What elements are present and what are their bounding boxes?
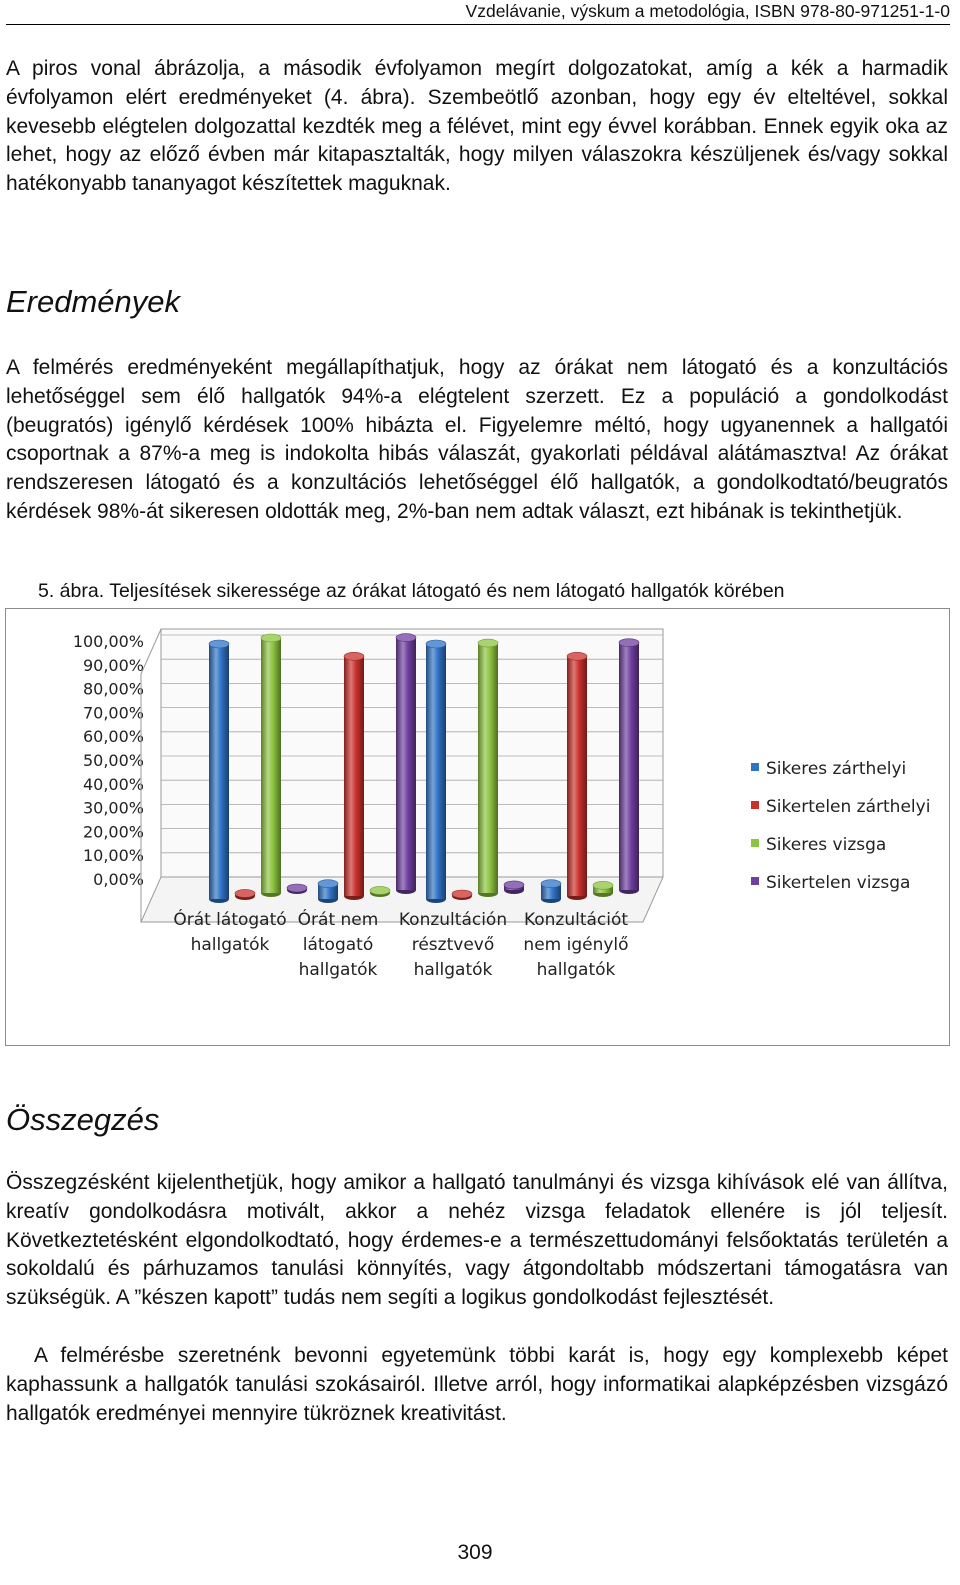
bar — [619, 643, 639, 890]
bar-top — [593, 881, 613, 889]
category-label: Órát látogató hallgatók — [173, 910, 287, 955]
bar-top — [261, 634, 281, 642]
y-tick-label: 30,00% — [82, 798, 144, 818]
bar-top — [396, 634, 416, 642]
legend-label: Sikeres vizsga — [766, 835, 887, 855]
bar-top — [619, 639, 639, 647]
chart-side-edge — [141, 629, 161, 674]
bar — [396, 638, 416, 890]
y-tick-label: 0,00% — [93, 870, 144, 889]
bar-top — [478, 639, 498, 647]
bar — [426, 644, 446, 899]
summary-paragraph-2-text: A felmérésbe szeretnénk bevonni egyetemünk többi karát is, hogy egy komplexebb képet kaphassunk a hallgatók tanulási szokásairól. Illetve arról, hogy informatikai alapképzésben vizsgázó hallgatók eredményei mennyire tükröznek kreativitást. — [6, 1344, 948, 1425]
summary-paragraph-2 — [6, 1342, 948, 1428]
y-tick-label: 100,00% — [72, 632, 144, 651]
bar — [209, 644, 229, 899]
legend-swatch — [751, 763, 759, 771]
bar-top — [287, 884, 307, 892]
legend-swatch — [751, 877, 759, 885]
summary-heading: Összegzés — [6, 1102, 160, 1137]
bar-top — [344, 652, 364, 660]
legend-label: Sikeres zárthelyi — [766, 759, 907, 779]
bar — [344, 656, 364, 896]
y-tick-label: 80,00% — [82, 679, 144, 699]
y-tick-label: 90,00% — [82, 655, 144, 675]
bar-top — [541, 880, 561, 888]
summary-paragraph-1: Összegzésként kijelenthetjük, hogy amikor a hallgató tanulmányi és vizsga kihívások elé van állítva, kreatív gondolkodásra motivált, akkor a nehéz vizsga feladatok ellenére is jól teljesít. Következtetésként elgondolkodtató, hogy érdemes-e a természettudományi felsőoktatás területén a sokoldalú és párhuzamos tanulási könnyítés, vagy átgondoltabb módszertani támogatásra van szükségük. A ”készen kapott” tudás nem segíti a logikus gondolkodást fejlesztését. — [6, 1171, 948, 1310]
chart-canvas — [6, 609, 949, 1045]
bar-top — [209, 640, 229, 648]
bar-chart-figure — [5, 608, 950, 1046]
bar-top — [452, 890, 472, 898]
bar-top — [504, 881, 524, 889]
y-tick-label: 60,00% — [82, 727, 144, 747]
y-tick-label: 10,00% — [82, 846, 144, 866]
category-label: Konzultáción résztvevő hallgatók — [398, 910, 508, 980]
bar-top — [370, 886, 390, 894]
y-tick-label: 70,00% — [82, 703, 144, 723]
legend-swatch — [751, 801, 759, 809]
results-paragraph: A felmérés eredményeként megállapíthatjuk, hogy az órákat nem látogató és a konzultációs lehetőséggel sem élő hallgatók 94%-a elégtelent szerzett. Ez a populáció a gondolkodást (beugratós) igénylő kérdések 100% hibázta el. Figyelemre méltó, hogy ugyanennek a hallgatói csoportnak a 87%-a meg is indokolta hibás válaszát, gyakorlati példával alátámasztva! Az órákat rendszeresen látogató és a konzultációs lehetőséggel élő hallgatók, a gondolkodtató/beugratós kérdések 98%-át sikeresen oldották meg, 2%-ban nem adtak választ, ezt hibának is tekinthetjük. — [6, 356, 948, 523]
category-label: Órát nem látogató hallgatók — [297, 910, 379, 980]
bar — [261, 638, 281, 893]
figure-caption: 5. ábra. Teljesítések sikeressége az órákat látogató és nem látogató hallgatók körében — [38, 580, 785, 602]
running-header: Vzdelávanie, výskum a metodológia, ISBN 978-80-971251-1-0 — [465, 1, 950, 21]
y-tick-label: 50,00% — [82, 751, 144, 770]
y-tick-label: 40,00% — [82, 774, 144, 794]
header-rule — [6, 24, 950, 25]
bar-top — [426, 640, 446, 648]
page-number: 309 — [457, 1541, 493, 1564]
intro-paragraph: A piros vonal ábrázolja, a második évfolyamon megírt dolgozatokat, amíg a kék a harmadik évfolyamon elért eredményeket (4. ábra). Szembeötlő azonban, hogy egy év elteltével, sokkal kevesebb elégtelen dolgozattal kezdték meg a félévet, mint egy évvel korábban. Ennek egyik oka az lehet, hogy az előző évben már kitapasztalták, hogy milyen válaszokra készüljenek és/vagy sokkal hatékonyabb tananyagot készítettek maguknak. — [6, 57, 948, 196]
bar — [478, 643, 498, 893]
results-heading: Eredmények — [6, 284, 181, 319]
legend-swatch — [751, 839, 759, 847]
legend-label: Sikertelen zárthelyi — [766, 797, 931, 817]
bar-top — [567, 652, 587, 660]
y-tick-label: 20,00% — [82, 822, 144, 842]
legend-label: Sikertelen vizsga — [766, 873, 911, 893]
bar-top — [318, 880, 338, 888]
category-label: Konzultációt nem igénylő hallgatók — [523, 910, 629, 980]
bar — [567, 656, 587, 896]
bar-top — [235, 889, 255, 897]
